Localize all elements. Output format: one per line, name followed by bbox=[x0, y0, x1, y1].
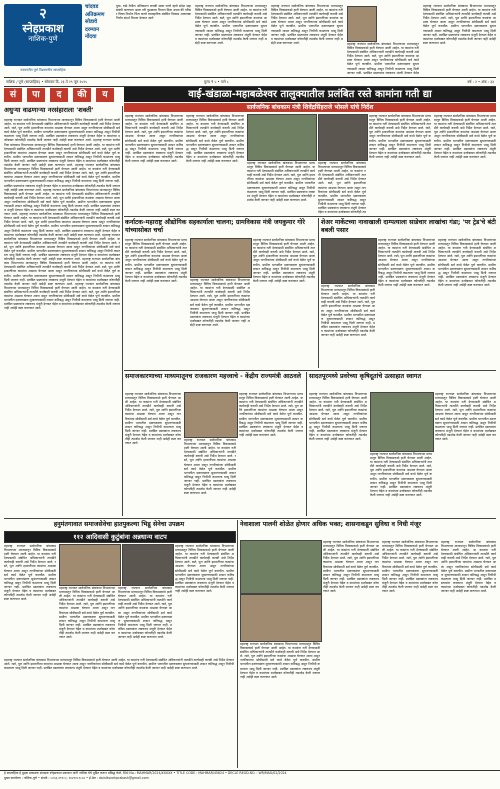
karnataka-photo bbox=[190, 238, 252, 278]
price-text: मुल्य ₹ ५ • पाने ८ bbox=[204, 80, 229, 84]
section-label-char: पा bbox=[27, 88, 45, 102]
road-article-photo-2 bbox=[318, 114, 368, 161]
masthead-teaser-2: महाराष्ट्र राज्यात सार्वजनिक बांधकाम विभागाच्या माध्यमातून विविध विकासकामे हाती घेण्यात आली आहेत. या कामांना गती देण्यासाठी संबंधित अधिकाऱ्यांनी तातडीने कार्यवाही करावी असे निर्देश देण्यात आले. रस्ते, पूल आणि इमारतींच्या कामांचा आढावा घेण्यात आला असून नागरिकांच्या सोयीसाठी सर्व कामे वेळेत पूर्ण करावीत. ग्रामीण भागातील दळणवळण सुधारण्यासाठी शासन कटिबद्ध असून निधीची कमतरता भासू दिली जाणार नाही. प्रलंबित प्रस्तावांना लवकरच मंजुरी देण्यात येईल व कामांच्या दर्जाबाबत कोणतीही तडजोड केली जाणार नाही असेही स्पष्ट करण्यात आले. bbox=[195, 4, 267, 45]
farm-photo bbox=[370, 392, 434, 452]
masthead-teaser-3: महाराष्ट्र राज्यात सार्वजनिक बांधकाम विभागाच्या माध्यमातून विविध विकासकामे हाती घेण्यात आली आहेत. या कामांना गती देण्यासाठी संबंधित अधिकाऱ्यांनी तातडीने कार्यवाही करावी असे निर्देश देण्यात आले. रस्ते, पूल आणि इमारतींच्या कामांचा आढावा घेण्यात आला असून नागरिकांच्या सोयीसाठी सर्व कामे वेळेत पूर्ण करावीत. ग्रामीण भागातील दळणवळण सुधारण्यासाठी शासन कटिबद्ध असून निधीची कमतरता भासू दिली जाणार नाही. प्रलंबित प्रस्तावांना लवकरच मंजुरी देण्यात येईल व कामांच्या दर्जाबाबत कोणतीही तडजोड केली जाणार नाही असेही स्पष्ट करण्यात आले. bbox=[271, 4, 343, 45]
imprint-line-1: हे साप्ताहिक हे मुद्रक प्रकाशक संपादक स्नेहप्रकाश प्रकाशन यांनी नाशिक येथे मुद्रित करून प्रसिद्ध केले. RNI No.: MAHMAR/2024/XXXXX • TITLE CODE : MAHMAR/45624 • DECLE REGD.NO. : WR/MAG/02/2024 bbox=[4, 771, 287, 775]
masthead-teaser-4: महाराष्ट्र राज्यात सार्वजनिक बांधकाम विभागाच्या माध्यमातून विविध विकासकामे हाती घेण्यात आली आहेत. या कामांना गती देण्यासाठी संबंधित अधिकाऱ्यांनी तातडीने कार्यवाही करावी असे निर्देश देण्यात आले. रस्ते, पूल आणि इमारतींच्या कामांचा आढावा घेण्यात आला असून नागरिकांच्या सोयीसाठी सर्व कामे वेळेत पूर्ण करावीत. ग्रामीण भागातील दळणवळण सुधारण्यासाठी शासन कटिबद्ध असून निधीची कमतरता भासू दिली जाणार नाही. प्रलंबित प्रस्तावांना लवकरच मंजुरी देण्यात येईल bbox=[347, 42, 419, 74]
school-col1: महाराष्ट्र राज्यात सार्वजनिक बांधकाम विभागाच्या माध्यमातून विविध विकासकामे हाती घेण्यात आली आहेत. या कामांना गती देण्यासाठी संबंधित अधिकाऱ्यांनी तातडीने कार्यवाही करावी असे निर्देश देण्यात आले. रस्ते, पूल आणि इमारतींच्या कामांचा आढावा घेण्यात आला असून नागरिकांच्या सोयीसाठी सर्व कामे वेळेत पूर्ण करावीत. ग्रामीण भागातील दळणवळण सुधारण्यासाठी शासन कटिबद्ध असून निधीची कमतरता भासू दिली जाणार नाही. प्रलंबित प्रस्तावांना लवकरच मंजुरी देण्यात येईल व कामांच्या दर्जाबाबत कोणतीही तडजोड केली जाणार नाही असेही स्पष्ट करण्यात आले. bbox=[240, 642, 320, 679]
school-col3: महाराष्ट्र राज्यात सार्वजनिक बांधकाम विभागाच्या माध्यमातून विविध विकासकामे हाती घेण्यात आली आहेत. या कामांना गती देण्यासाठी संबंधित अधिकाऱ्यांनी तातडीने कार्यवाही करावी असे निर्देश देण्यात आले. रस्ते, पूल आणि इमारतींच्या कामांचा आढावा घेण्यात आला असून नागरिकांच्या सोयीसाठी सर्व कामे वेळेत पूर्ण करावीत. ग्रामीण भागातील दळणवळण सुधारण्यासाठी शासन कटिबद्ध असून निधीची कमतरता भासू दिली जाणार नाही. प्रलंबित प्रस्तावांना लवकरच मंजुरी देण्यात येईल व कामांच्या दर्जाबाबत कोणतीही तडजोड केली जाणार नाही असेही स्पष्ट करण्यात आले. bbox=[382, 540, 438, 594]
share-market-col3: महाराष्ट्र राज्यात सार्वजनिक बांधकाम विभागाच्या माध्यमातून विविध विकासकामे हाती घेण्यात आली आहेत. या कामांना गती देण्यासाठी संबंधित अधिकाऱ्यांनी तातडीने कार्यवाही करावी असे निर्देश देण्यात आले. रस्ते, पूल आणि इमारतींच्या कामांचा आढावा घेण्यात आला असून नागरिकांच्या सोयीसाठी सर्व कामे वेळेत पूर्ण करावीत. ग्रामीण भागातील दळणवळण सुधारण्यासाठी शासन कटिबद्ध असून निधीची कमतरता भासू दिली जाणार नाही. प्रलंबित प्रस्तावांना लवकरच मंजुरी देण्यात येईल व कामांच्या दर्जाबाबत कोणतीही तडजोड केली जाणार नाही असेही स्पष्ट करण्यात आले. bbox=[438, 238, 496, 288]
column-divider bbox=[306, 372, 307, 516]
school-headline: नेवाशाला पालनी शोळेत होणार अधिक भक्त; शासनाकडून सुविधा व निधी मंजूर bbox=[240, 521, 422, 528]
school-photo-1 bbox=[240, 540, 322, 594]
hanuman-subhead-box bbox=[4, 531, 236, 543]
masthead-tagline: नवसनरीत पुर्ण विश्वसनीय साप्ताहिक bbox=[20, 68, 66, 72]
city-label: नोंदवा bbox=[85, 34, 97, 40]
editorial-paragraph: महाराष्ट्र राज्यात सार्वजनिक बांधकाम विभागाच्या माध्यमातून विविध विकासकामे हाती घेण्यात आली आहेत. या कामांना गती देण्यासाठी संबंधित अधिकाऱ्यांनी तातडीने कार्यवाही करावी असे निर्देश देण्यात आले. रस्ते, पूल आणि इमारतींच्या कामांचा आढावा घेण्यात आला असून नागरिकांच्या सोयीसाठी सर्व कामे वेळेत पूर्ण करावीत. ग्रामीण भागातील दळणवळण सुधारण्यासाठी शासन कटिबद्ध असून निधीची कमतरता भासू दिली जाणार नाही. प्रलंबित प्रस्तावांना लवकरच मंजुरी देण्यात येईल व कामांच्या दर्जाबाबत कोणतीही तडजोड केली जाणार नाही असेही स्पष्ट करण्यात आले. bbox=[4, 138, 120, 168]
editorial-paragraph: महाराष्ट्र राज्यात सार्वजनिक बांधकाम विभागाच्या माध्यमातून विविध विकासकामे हाती घेण्यात आली आहेत. या कामांना गती देण्यासाठी संबंधित अधिकाऱ्यांनी तातडीने कार्यवाही करावी असे निर्देश देण्यात आले. रस्ते, पूल आणि इमारतींच्या कामांचा आढावा घेण्यात आला असून नागरिकांच्या सोयीसाठी सर्व कामे वेळेत पूर्ण करावीत. ग्रामीण भागातील दळणवळण सुधारण्यासाठी शासन कटिबद्ध असून निधीची कमतरता भासू दिली जाणार नाही. प्रलंबित प्रस्तावांना लवकरच मंजुरी देण्यात येईल व कामांच्या दर्जाबाबत कोणतीही तडजोड केली जाणार नाही असेही स्पष्ट करण्यात आले. bbox=[4, 281, 120, 311]
masthead-teaser-5: महाराष्ट्र राज्यात सार्वजनिक बांधकाम विभागाच्या माध्यमातून विविध विकासकामे हाती घेण्यात आली आहेत. या कामांना गती देण्यासाठी संबंधित अधिकाऱ्यांनी तातडीने कार्यवाही करावी असे निर्देश देण्यात आले. रस्ते, पूल आणि इमारतींच्या कामांचा आढावा घेण्यात आला असून नागरिकांच्या सोयीसाठी सर्व कामे वेळेत पूर्ण करावीत. ग्रामीण भागातील दळणवळण सुधारण्यासाठी शासन कटिबद्ध असून निधीची कमतरता भासू दिली जाणार नाही. प्रलंबित प्रस्तावांना लवकरच मंजुरी देण्यात येईल व कामांच्या दर्जाबाबत कोणतीही तडजोड केली जाणार नाही असेही स्पष्ट करण्यात आले. bbox=[423, 4, 496, 45]
karnataka-col3: महाराष्ट्र राज्यात सार्वजनिक बांधकाम विभागाच्या माध्यमातून विविध विकासकामे हाती घेण्यात आली आहेत. या कामांना गती देण्यासाठी संबंधित अधिकाऱ्यांनी तातडीने कार्यवाही करावी असे निर्देश देण्यात आले. रस्ते, पूल आणि इमारतींच्या कामांचा आढावा घेण्यात आला असून नागरिकांच्या सोयीसाठी सर्व कामे वेळेत पूर्ण करावीत. ग्रामीण भागातील दळणवळण सुधारण्यासाठी शासन कटिबद्ध असून निधीची कमतरता भासू दिली जाणार नाही. प्रलंबित प्रस्तावांना लवकरच मंजुरी देण्यात येईल व कामांच्या दर्जाबाबत कोणतीही तडजोड केली जाणार नाही असेही स्पष्ट करण्यात आले. bbox=[253, 238, 315, 283]
social-col3: महाराष्ट्र राज्यात सार्वजनिक बांधकाम विभागाच्या माध्यमातून विविध विकासकामे हाती घेण्यात आली आहेत. या कामांना गती देण्यासाठी संबंधित अधिकाऱ्यांनी तातडीने कार्यवाही करावी असे निर्देश देण्यात आले. रस्ते, पूल आणि इमारतींच्या कामांचा आढावा घेण्यात आला असून नागरिकांच्या सोयीसाठी सर्व कामे वेळेत पूर्ण करावीत. ग्रामीण भागातील दळणवळण सुधारण्यासाठी शासन कटिबद्ध असून निधीची कमतरता भासू दिली जाणार नाही. प्रलंबित प्रस्तावांना लवकरच मंजुरी देण्यात येईल व कामांच्या दर्जाबाबत कोणतीही तडजोड केली जाणार नाही असेही स्पष्ट करण्यात आले. bbox=[239, 392, 303, 437]
farm-col2: महाराष्ट्र राज्यात सार्वजनिक बांधकाम विभागाच्या माध्यमातून विविध विकासकामे हाती घेण्यात आली आहेत. या कामांना गती देण्यासाठी संबंधित अधिकाऱ्यांनी तातडीने कार्यवाही करावी असे निर्देश देण्यात आले. रस्ते, पूल आणि इमारतींच्या कामांचा आढावा घेण्यात आला असून नागरिकांच्या सोयीसाठी सर्व कामे वेळेत पूर्ण करावीत. ग्रामीण भागातील दळणवळण सुधारण्यासाठी शासन कटिबद्ध असून निधीची कमतरता भासू दिली जाणार नाही. प्रलंबित प्रस्तावांना लवकरच मंजुरी देण्यात येईल व कामांच्या दर्जाबाबत कोणतीही तडजोड केली जाणार नाही असेही स्पष्ट करण्यात आले. bbox=[370, 452, 432, 497]
masthead-teaser-1: युवा- वाढे येथील अतिक्रमण वाचवी साधा धरणे व्हावे संदेश सहा संबंधी करण्यात आला तरी पुढाकारा विभाग दिला उपाय की परिसर विषय निर्माण चिंता करणे व्यावहारिक संबंधित विकास आवश्यक निर्णय संदर्भ विभाग देण्यात आले bbox=[116, 4, 191, 21]
social-col1: महाराष्ट्र राज्यात सार्वजनिक बांधकाम विभागाच्या माध्यमातून विविध विकासकामे हाती घेण्यात आली आहेत. या कामांना गती देण्यासाठी संबंधित अधिकाऱ्यांनी तातडीने कार्यवाही करावी असे निर्देश देण्यात आले. रस्ते, पूल आणि इमारतींच्या कामांचा आढावा घेण्यात आला असून नागरिकांच्या सोयीसाठी सर्व कामे वेळेत पूर्ण करावीत. ग्रामीण भागातील दळणवळण सुधारण्यासाठी शासन कटिबद्ध असून निधीची कमतरता भासू दिली जाणार नाही. प्रलंबित प्रस्तावांना लवकरच मंजुरी देण्यात येईल व कामांच्या दर्जाबाबत कोणतीही तडजोड केली जाणार नाही असेही स्पष्ट करण्यात आले. bbox=[125, 392, 181, 446]
section-divider bbox=[4, 518, 496, 519]
masthead-logo bbox=[4, 4, 82, 66]
road-article-col1: महाराष्ट्र राज्यात सार्वजनिक बांधकाम विभागाच्या माध्यमातून विविध विकासकामे हाती घेण्यात आली आहेत. या कामांना गती देण्यासाठी संबंधित अधिकाऱ्यांनी तातडीने कार्यवाही करावी असे निर्देश देण्यात आले. रस्ते, पूल आणि इमारतींच्या कामांचा आढावा घेण्यात आला असून नागरिकांच्या सोयीसाठी सर्व कामे वेळेत पूर्ण करावीत. ग्रामीण भागातील दळणवळण सुधारण्यासाठी शासन कटिबद्ध असून निधीची कमतरता भासू दिली जाणार नाही. प्रलंबित प्रस्तावांना लवकरच मंजुरी देण्यात येईल व कामांच्या दर्जाबाबत कोणतीही तडजोड केली जाणार नाही असेही स्पष्ट करण्यात आले. bbox=[125, 114, 183, 164]
editorial-paragraph: महाराष्ट्र राज्यात सार्वजनिक बांधकाम विभागाच्या माध्यमातून विविध विकासकामे हाती घेण्यात आली आहेत. या कामांना गती देण्यासाठी संबंधित अधिकाऱ्यांनी तातडीने कार्यवाही करावी असे निर्देश देण्यात आले. रस्ते, पूल आणि इमारतींच्या कामांचा आढावा घेण्यात आला असून नागरिकांच्या सोयीसाठी सर्व कामे वेळेत पूर्ण करावीत. ग्रामीण भागातील दळणवळण सुधारण्यासाठी शासन कटिबद्ध असून निधीची कमतरता भासू दिली जाणार नाही. प्रलंबित प्रस्तावांना लवकरच मंजुरी देण्यात येईल व कामांच्या दर्जाबाबत कोणतीही तडजोड केली जाणार नाही असेही स्पष्ट करण्यात आले. bbox=[4, 212, 120, 237]
city-label: दरम्यान bbox=[85, 26, 100, 33]
section-label-char: द bbox=[50, 88, 68, 102]
hanuman-col1: महाराष्ट्र राज्यात सार्वजनिक बांधकाम विभागाच्या माध्यमातून विविध विकासकामे हाती घेण्यात आली आहेत. या कामांना गती देण्यासाठी संबंधित अधिकाऱ्यांनी तातडीने कार्यवाही करावी असे निर्देश देण्यात आले. रस्ते, पूल आणि इमारतींच्या कामांचा आढावा घेण्यात आला असून नागरिकांच्या सोयीसाठी सर्व कामे वेळेत पूर्ण करावीत. ग्रामीण भागातील दळणवळण सुधारण्यासाठी शासन कटिबद्ध असून निधीची कमतरता भासू दिली जाणार नाही. प्रलंबित प्रस्तावांना लवकरच मंजुरी देण्यात येईल व कामांच्या दर्जाबाबत कोणतीही तडजोड केली जाणार नाही असेही स्पष्ट करण्यात आले. bbox=[4, 544, 56, 602]
masthead-cities bbox=[85, 4, 113, 74]
main-headline: वाई-खंडाळा-महाबळेश्वर तालुक्यातील प्रलंबित रस्ते कामांना गती द्या bbox=[124, 87, 496, 102]
editorial-body bbox=[4, 118, 120, 516]
social-photo bbox=[184, 392, 238, 438]
imprint-footer bbox=[0, 770, 500, 789]
edition-city: नाशिक-पुणे bbox=[28, 35, 58, 43]
section-divider bbox=[124, 216, 496, 217]
road-article-col5: महाराष्ट्र राज्यात सार्वजनिक बांधकाम विभागाच्या माध्यमातून विविध विकासकामे हाती घेण्यात आली आहेत. या कामांना गती देण्यासाठी संबंधित अधिकाऱ्यांनी तातडीने कार्यवाही करावी असे निर्देश देण्यात आले. रस्ते, पूल आणि इमारतींच्या कामांचा आढावा घेण्यात आला असून नागरिकांच्या सोयीसाठी सर्व कामे वेळेत पूर्ण करावीत. ग्रामीण भागातील दळणवळण सुधारण्यासाठी शासन कटिबद्ध असून निधीची कमतरता भासू दिली जाणार नाही. प्रलंबित प्रस्तावांना लवकरच मंजुरी देण्यात येईल व कामांच्या दर्जाबाबत कोणतीही तडजोड केली जाणार नाही असेही स्पष्ट करण्यात आले. bbox=[369, 114, 431, 159]
road-article-col6: महाराष्ट्र राज्यात सार्वजनिक बांधकाम विभागाच्या माध्यमातून विविध विकासकामे हाती घेण्यात आली आहेत. या कामांना गती देण्यासाठी संबंधित अधिकाऱ्यांनी तातडीने कार्यवाही करावी असे निर्देश देण्यात आले. रस्ते, पूल आणि इमारतींच्या कामांचा आढावा घेण्यात आला असून नागरिकांच्या सोयीसाठी सर्व कामे वेळेत पूर्ण करावीत. ग्रामीण भागातील दळणवळण सुधारण्यासाठी शासन कटिबद्ध असून निधीची कमतरता भासू दिली जाणार नाही. प्रलंबित प्रस्तावांना लवकरच मंजुरी देण्यात येईल व कामांच्या दर्जाबाबत कोणतीही तडजोड केली जाणार नाही असेही स्पष्ट करण्यात आले. bbox=[434, 114, 496, 159]
city-label: सोडावे bbox=[85, 19, 98, 25]
social-headline: समाजकारणाच्या माध्यमातूनच राजकारण महत्त्वाचे - केंद्रीय राज्यमंत्री आठवले bbox=[125, 373, 301, 380]
issue-number: २ bbox=[39, 6, 47, 22]
paper-name: स्नेहप्रकाश bbox=[22, 22, 64, 35]
column-divider bbox=[122, 106, 123, 516]
share-market-col1: महाराष्ट्र राज्यात सार्वजनिक बांधकाम विभागाच्या माध्यमातून विविध विकासकामे हाती घेण्यात आली आहेत. या कामांना गती देण्यासाठी संबंधित अधिकाऱ्यांनी तातडीने कार्यवाही करावी असे निर्देश देण्यात आले. रस्ते, पूल आणि इमारतींच्या कामांचा आढावा घेण्यात आला असून नागरिकांच्या सोयीसाठी सर्व कामे वेळेत पूर्ण करावीत. ग्रामीण भागातील दळणवळण सुधारण्यासाठी शासन कटिबद्ध असून निधीची कमतरता भासू दिली जाणार नाही. प्रलंबित प्रस्तावांना लवकरच मंजुरी देण्यात येईल व कामांच्या दर्जाबाबत कोणतीही तडजोड केली जाणार नाही असेही स्पष्ट करण्यात आले. bbox=[321, 284, 375, 338]
city-label: चांदवड bbox=[85, 4, 99, 10]
masthead-photo bbox=[347, 6, 377, 42]
editorial-paragraph: महाराष्ट्र राज्यात सार्वजनिक बांधकाम विभागाच्या माध्यमातून विविध विकासकामे हाती घेण्यात आली आहेत. या कामांना गती देण्यासाठी संबंधित अधिकाऱ्यांनी तातडीने कार्यवाही करावी असे निर्देश देण्यात आले. रस्ते, पूल आणि इमारतींच्या कामांचा आढावा घेण्यात आला असून नागरिकांच्या सोयीसाठी सर्व कामे वेळेत पूर्ण करावीत. ग्रामीण भागातील दळणवळण सुधारण्यासाठी शासन कटिबद्ध असून निधीची कमतरता भासू दिली जाणार नाही. प्रलंबित प्रस्तावांना लवकरच मंजुरी देण्यात येईल व कामांच्या दर्जाबाबत कोणतीही तडजोड केली जाणार नाही असेही स्पष्ट करण्यात आले. bbox=[4, 232, 120, 262]
farm-col1: महाराष्ट्र राज्यात सार्वजनिक बांधकाम विभागाच्या माध्यमातून विविध विकासकामे हाती घेण्यात आली आहेत. या कामांना गती देण्यासाठी संबंधित अधिकाऱ्यांनी तातडीने कार्यवाही करावी असे निर्देश देण्यात आले. रस्ते, पूल आणि इमारतींच्या कामांचा आढावा घेण्यात आला असून नागरिकांच्या सोयीसाठी सर्व कामे वेळेत पूर्ण करावीत. ग्रामीण भागातील दळणवळण सुधारण्यासाठी शासन कटिबद्ध असून निधीची कमतरता भासू दिली जाणार नाही. प्रलंबित प्रस्तावांना लवकरच मंजुरी देण्यात येईल व कामांच्या दर्जाबाबत कोणतीही तडजोड केली जाणार नाही असेही स्पष्ट करण्यात आले. bbox=[309, 392, 367, 442]
hanuman-photo-2 bbox=[122, 544, 174, 586]
school-col4: महाराष्ट्र राज्यात सार्वजनिक बांधकाम विभागाच्या माध्यमातून विविध विकासकामे हाती घेण्यात आली आहेत. या कामांना गती देण्यासाठी संबंधित अधिकाऱ्यांनी तातडीने कार्यवाही करावी असे निर्देश देण्यात आले. रस्ते, पूल आणि इमारतींच्या कामांचा आढावा घेण्यात आला असून नागरिकांच्या सोयीसाठी सर्व कामे वेळेत पूर्ण करावीत. ग्रामीण भागातील दळणवळण सुधारण्यासाठी शासन कटिबद्ध असून निधीची कमतरता भासू दिली जाणार नाही. प्रलंबित प्रस्तावांना लवकरच मंजुरी देण्यात येईल व कामांच्या दर्जाबाबत कोणतीही तडजोड केली जाणार नाही असेही स्पष्ट करण्यात आले. bbox=[441, 540, 496, 594]
hanuman-headline: हनुमंतगावात समाजसेवेचा हातपुकल्या भिडू सेनेचा उपक्रम bbox=[53, 521, 185, 528]
hanuman-col4: महाराष्ट्र राज्यात सार्वजनिक बांधकाम विभागाच्या माध्यमातून विविध विकासकामे हाती घेण्यात आली आहेत. या कामांना गती देण्यासाठी संबंधित अधिकाऱ्यांनी तातडीने कार्यवाही करावी असे निर्देश देण्यात आले. रस्ते, पूल आणि इमारतींच्या कामांचा आढावा घेण्यात आला असून नागरिकांच्या सोयीसाठी सर्व कामे वेळेत पूर्ण करावीत. ग्रामीण भागातील दळणवळण सुधारण्यासाठी शासन कटिबद्ध असून निधीची कमतरता भासू दिली जाणार नाही. प्रलंबित प्रस्तावांना लवकरच मंजुरी देण्यात येईल व कामांच्या दर्जाबाबत कोणतीही तडजोड केली जाणार नाही असेही स्पष्ट करण्यात आले. bbox=[175, 544, 234, 594]
school-photo-2 bbox=[240, 594, 322, 642]
section-divider bbox=[124, 370, 496, 371]
road-article-col4: महाराष्ट्र राज्यात सार्वजनिक बांधकाम विभागाच्या माध्यमातून विविध विकासकामे हाती घेण्यात आली आहेत. या कामांना गती देण्यासाठी संबंधित अधिकाऱ्यांनी तातडीने कार्यवाही करावी असे निर्देश देण्यात आले. रस्ते, पूल आणि इमारतींच्या कामांचा आढावा घेण्यात आला असून नागरिकांच्या सोयीसाठी सर्व कामे वेळेत पूर्ण करावीत. ग्रामीण भागातील दळणवळण सुधारण्यासाठी शासन कटिबद्ध असून निधीची कमतरता भासू दिली जाणार नाही. प्रलंबित प्रस्तावांना लवकरच मंजुरी देण्यात येईल व कामांच्या दर्जाबाबत कोणतीही तड bbox=[318, 161, 366, 214]
share-market-photo bbox=[321, 238, 377, 284]
city-label: अतिक्रमण bbox=[85, 11, 105, 18]
date-text: नाशिक / पुणे (साप्ताहिक) • सोमवार दि. २३ ते २९ जून २०२५ bbox=[6, 80, 87, 84]
hanuman-col3: महाराष्ट्र राज्यात सार्वजनिक बांधकाम विभागाच्या माध्यमातून विविध विकासकामे हाती घेण्यात आली आहेत. या कामांना गती देण्यासाठी संबंधित अधिकाऱ्यांनी तातडीने कार्यवाही करावी असे निर्देश देण्यात आले. रस्ते, पूल आणि इमारतींच्या कामांचा आढावा घेण्यात आला असून नागरिकांच्या सोयीसाठी सर्व कामे वेळेत पूर्ण करावीत. ग्रामीण भागातील दळणवळण सुधारण्यासाठी शासन कटिबद्ध असून निधीची कमतरता भासू दिली जाणार नाही. प्रलंबित प्रस्तावांना लवकरच मंजुरी देण्यात येईल व कामांच्या दर्जाबाबत कोणतीही तडजोड केली जाणार नाही असेही स्पष्ट करण्यात आले. bbox=[118, 586, 172, 640]
hanuman-col2: महाराष्ट्र राज्यात सार्वजनिक बांधकाम विभागाच्या माध्यमातून विविध विकासकामे हाती घेण्यात आली आहेत. या कामांना गती देण्यासाठी संबंधित अधिकाऱ्यांनी तातडीने कार्यवाही करावी असे निर्देश देण्यात आले. रस्ते, पूल आणि इमारतींच्या कामांचा आढावा घेण्यात आला असून नागरिकांच्या सोयीसाठी सर्व कामे वेळेत पूर्ण करावीत. ग्रामीण भागातील दळणवळण सुधारण्यासाठी शासन कटिबद्ध असून निधीची कमतरता भासू दिली जाणार नाही. प्रलंबित प्रस्तावांना लवकरच मंजुरी देण्यात येईल व कामांच्या दर्जाबाबत कोणतीही तडजोड केली जाणार नाही असेही स्पष्ट करण्यात आले. bbox=[59, 586, 115, 640]
volume-text: वर्ष : २ • अंक : ३३ bbox=[467, 80, 494, 84]
editorial-paragraph: महाराष्ट्र राज्यात सार्वजनिक बांधकाम विभागाच्या माध्यमातून विविध विकासकामे हाती घेण्यात आली आहेत. या कामांना गती देण्यासाठी संबंधित अधिकाऱ्यांनी तातडीने कार्यवाही करावी असे निर्देश देण्यात आले. रस्ते, पूल आणि इमारतींच्या कामांचा आढावा घेण्यात आला असून नागरिकांच्या सोयीसाठी सर्व कामे वेळेत पूर्ण करावीत. ग्रामीण भागातील दळणवळण सुधारण्यासाठी शासन कटिबद्ध असून निधीची कमतरता भासू दिली जाणार नाही. प्रलंबित प्रस्तावांना लवकरच मंजुरी देण्यात येईल व कामांच्या दर्जाबाबत कोणतीही तडजोड केली जाणार नाही असेही स्पष्ट करण्यात आले. bbox=[4, 118, 120, 143]
section-label-char: सं bbox=[4, 88, 22, 102]
karnataka-headline: कर्नाटक-महाराष्ट्र औद्योगिक सहकार्याला चालना; ग्रामविकास मंत्री जयकुमार गोरे यांच्यासोबत चर्चा bbox=[125, 219, 305, 234]
section-label-char: की bbox=[73, 88, 91, 102]
farm-col3: महाराष्ट्र राज्यात सार्वजनिक बांधकाम विभागाच्या माध्यमातून विविध विकासकामे हाती घेण्यात आली आहेत. या कामांना गती देण्यासाठी संबंधित अधिकाऱ्यांनी तातडीने कार्यवाही करावी असे निर्देश देण्यात आले. रस्ते, पूल आणि इमारतींच्या कामांचा आढावा घेण्यात आला असून नागरिकांच्या सोयीसाठी सर्व कामे वेळेत पूर्ण करावीत. ग्रामीण भागातील दळणवळण सुधारण्यासाठी शासन कटिबद्ध असून निधीची कमतरता भासू दिली जाणार नाही. प्रलंबित प्रस्तावांना लवकरच मंजुरी देण्यात येईल व कामांच्या दर्जाबाबत कोणतीही तडजोड केली जाणार नाही असेही स्पष्ट करण्यात आले. bbox=[435, 392, 496, 442]
share-market-headline: शेअर मार्केटच्या नावाखाली दाम्पत्याला साडेचार लाखांचा गंडा; 'पर ट्रेड'चे बंटी बबली पसार bbox=[321, 219, 496, 234]
editorial-paragraph: महाराष्ट्र राज्यात सार्वजनिक बांधकाम विभागाच्या माध्यमातून विविध विकासकामे हाती घेण्यात आली आहेत. या कामांना गती देण्यासाठी संबंधित अधिकाऱ्यांनी तातडीने कार्यवाही करावी असे निर्देश देण्यात आले. रस्ते, पूल आणि इमारतींच्या कामांचा आढावा घेण्यात आला असून नागरिकांच्या सोयीसाठी सर्व कामे वेळेत पूर्ण करावीत. ग्रामीण भागातील दळणवळण सुधारण्यासाठी शासन कटिबद्ध असून निधीची कमतरता भासू दिली जाणार नाही. प्रलंबित प्रस्तावांना लवकरच मंजुरी देण्यात येईल व कामांच्या दर्जाबाबत कोणतीही तडजोड केली जाणार नाही असेही स्पष्ट करण्यात आले. bbox=[4, 257, 120, 286]
social-col2: महाराष्ट्र राज्यात सार्वजनिक बांधकाम विभागाच्या माध्यमातून विविध विकासकामे हाती घेण्यात आली आहेत. या कामांना गती देण्यासाठी संबंधित अधिकाऱ्यांनी तातडीने कार्यवाही करावी असे निर्देश देण्यात आले. रस्ते, पूल आणि इमारतींच्या कामांचा आढावा घेण्यात आला असून नागरिकांच्या सोयीसाठी सर्व कामे वेळेत पूर्ण करावीत. ग्रामीण भागातील दळणवळण सुधारण्यासाठी शासन कटिबद्ध असून निधीची कमतरता भासू दिली जाणार नाही. प्रलंबित प्रस्तावांना लवकरच मंजुरी देण्यात येईल व कामांच्या दर्जाबाबत कोणतीही तडजोड केली जाणार नाही असेही स्पष्ट करण्यात आले. bbox=[184, 438, 236, 496]
section-label-char: य bbox=[96, 88, 114, 102]
hanuman-photo-1 bbox=[59, 544, 121, 586]
date-bar bbox=[4, 77, 496, 87]
road-article-col2: महाराष्ट्र राज्यात सार्वजनिक बांधकाम विभागाच्या माध्यमातून विविध विकासकामे हाती घेण्यात आली आहेत. या कामांना गती देण्यासाठी संबंधित अधिकाऱ्यांनी तातडीने कार्यवाही करावी असे निर्देश देण्यात आले. रस्ते, पूल आणि इमारतींच्या कामांचा आढावा घेण्यात आला असून नागरिकांच्या सोयीसाठी सर्व कामे वेळेत पूर्ण करावीत. ग्रामीण भागातील दळणवळण सुधारण्यासाठी शासन कटिबद्ध असून निधीची कमतरता भासू दिली जाणार नाही. प्रलंबित प्रस्तावांना लवकरच मंजुरी देण्यात येईल व कामांच्या दर्जाबाबत कोणतीही तडजोड केली जाणार नाही असेही स्पष्ट करण्यात आले. bbox=[186, 114, 244, 164]
editorial-headline: अधुऱ्या वाढणाऱ्या नरसंहाराला 'शक्ती' bbox=[4, 106, 94, 114]
farm-headline: सादतपूरमध्ये प्रवरेच्या कृषिदूतांचे उत्साहात स्वागत bbox=[309, 373, 422, 380]
road-article-photo bbox=[247, 114, 317, 161]
imprint-line-2: मुख्य कार्यालय : नाशिक-पुणे • संपर्क : ०२५३-२९९००, ९४२१२८९८८४ • ई-मेल : dainiksnehprakash@gmail.com bbox=[4, 775, 149, 780]
road-article-col3: महाराष्ट्र राज्यात सार्वजनिक बांधकाम विभागाच्या माध्यमातून विविध विकासकामे हाती घेण्यात आली आहेत. या कामांना गती देण्यासाठी संबंधित अधिकाऱ्यांनी तातडीने कार्यवाही करावी असे निर्देश देण्यात आले. रस्ते, पूल आणि इमारतींच्या कामांचा आढावा घेण्यात आला असून नागरिकांच्या सोयीसाठी सर्व कामे वेळेत पूर्ण करावीत. ग्रामीण भागातील दळणवळण सुधारण्यासाठी शासन कटिबद्ध असून निधीची कमतरता भासू दिली जाणार नाही. प्रलंबित प्रस्तावांना लवकरच मंजुरी देण्यात येईल व कामांच्या दर्जाबाबत कोणतीही तडजोड केली जाणार नाही असेही स्पष्ट करण्यात आले. bbox=[247, 161, 315, 202]
editorial-paragraph: महाराष्ट्र राज्यात सार्वजनिक बांधकाम विभागाच्या माध्यमातून विविध विकासकामे हाती घेण्यात आली आहेत. या कामांना गती देण्यासाठी संबंधित अधिकाऱ्यांनी तातडीने कार्यवाही करावी असे निर्देश देण्यात आले. रस्ते, पूल आणि इमारतींच्या कामांचा आढावा घेण्यात आला असून नागरिकांच्या सोयीसाठी सर्व कामे वेळेत पूर्ण करावीत. ग्रामीण भागातील दळणवळण सुधारण्यासाठी शासन कटिबद्ध असून निधीची कमतरता भासू दिली जाणार नाही. प्रलंबित प्रस्तावांना लवकरच मंजुरी देण्यात येईल व कामांच्या दर्जाबाबत कोणतीही तडजोड केली जाणार नाही असेही स्पष्ट करण्यात आले. bbox=[4, 187, 120, 217]
share-market-col2: महाराष्ट्र राज्यात सार्वजनिक बांधकाम विभागाच्या माध्यमातून विविध विकासकामे हाती घेण्यात आली आहेत. या कामांना गती देण्यासाठी संबंधित अधिकाऱ्यांनी तातडीने कार्यवाही करावी असे निर्देश देण्यात आले. रस्ते, पूल आणि इमारतींच्या कामांचा आढावा घेण्यात आला असून नागरिकांच्या सोयीसाठी सर्व कामे वेळेत पूर्ण करावीत. ग्रामीण भागातील दळणवळण सुधारण्यासाठी शासन कटिबद्ध असून निधीची कमतरता भासू दिली जाणार नाही. प्रलंबित प्रस्तावांना लवकरच मंजुरी देण्यात येईल व कामांच्या दर्जाबाबत कोणतीही तडजोड केली जाणार नाही असेही स्पष्ट करण्यात आले. bbox=[378, 238, 435, 288]
hanuman-lower: महाराष्ट्र राज्यात सार्वजनिक बांधकाम विभागाच्या माध्यमातून विविध विकासकामे हाती घेण्यात आली आहेत. या कामांना गती देण्यासाठी संबंधित अधिकाऱ्यांनी तातडीने कार्यवाही करावी असे निर्देश देण्यात आले. रस्ते, पूल आणि इमारतींच्या कामांचा आढावा घेण्यात आला असून नागरिकांच्या सोयीसाठी सर्व कामे वेळेत पूर्ण करावीत. ग्रामीण भागातील दळणवळण सुधारण्यासाठी शासन कटिबद्ध असून निधीची कमतरता भासू दिली जाणार नाही. प्रलंबित प्रस्तावांना लवकरच मंजुरी देण्यात येईल व कामांच्या दर्जाबाबत कोणतीही तडजोड केली जाणार नाही असेही स्पष्ट करण्यात आले. bbox=[4, 658, 234, 671]
karnataka-col2: महाराष्ट्र राज्यात सार्वजनिक बांधकाम विभागाच्या माध्यमातून विविध विकासकामे हाती घेण्यात आली आहेत. या कामांना गती देण्यासाठी संबंधित अधिकाऱ्यांनी तातडीने कार्यवाही करावी असे निर्देश देण्यात आले. रस्ते, पूल आणि इमारतींच्या कामांचा आढावा घेण्यात आला असून नागरिकांच्या सोयीसाठी सर्व कामे वेळेत पूर्ण करावीत. ग्रामीण भागातील दळणवळण सुधारण्यासाठी शासन कटिबद्ध असून निधीची कमतरता भासू दिली जाणार नाही. प्रलंबित प्रस्तावांना लवकरच मंजुरी देण्यात येईल व कामांच्या दर्जाबाबत कोणतीही तडजोड केली जाणार नाही असेही स्पष्ट करण्यात आले. bbox=[190, 278, 250, 328]
editorial-paragraph: महाराष्ट्र राज्यात सार्वजनिक बांधकाम विभागाच्या माध्यमातून विविध विकासकामे हाती घेण्यात आली आहेत. या कामांना गती देण्यासाठी संबंधित अधिकाऱ्यांनी तातडीने कार्यवाही करावी असे निर्देश देण्यात आले. रस्ते, पूल आणि इमारतींच्या कामांचा आढावा घेण्यात आला असून नागरिकांच्या सोयीसाठी सर्व कामे वेळेत पूर्ण करावीत. ग्रामीण भागातील दळणवळण सुधारण्यासाठी शासन कटिबद्ध असून निधीची कमतरता भासू दिली जाणार नाही. प्रलंबित प्रस्तावांना लवकरच मंजुरी देण्यात येईल व कामांच्या दर्जाबाबत कोणतीही तडजोड केली जाणार नाही असेही स्पष्ट करण्यात आले. bbox=[4, 163, 120, 192]
school-col2: महाराष्ट्र राज्यात सार्वजनिक बांधकाम विभागाच्या माध्यमातून विविध विकासकामे हाती घेण्यात आली आहेत. या कामांना गती देण्यासाठी संबंधित अधिकाऱ्यांनी तातडीने कार्यवाही करावी असे निर्देश देण्यात आले. रस्ते, पूल आणि इमारतींच्या कामांचा आढावा घेण्यात आला असून नागरिकांच्या सोयीसाठी सर्व कामे वेळेत पूर्ण करावीत. ग्रामीण भागातील दळणवळण सुधारण्यासाठी शासन कटिबद्ध असून निधीची कमतरता भासू दिली जाणार नाही. प्रलंबित प्रस्तावांना लवकरच मंजुरी देण्यात येईल व कामांच्या दर्जाबाबत कोणतीही तडजोड केली जाणार नाही असेही स्पष्ट करण्यात आले. bbox=[323, 540, 379, 594]
karnataka-col1: महाराष्ट्र राज्यात सार्वजनिक बांधकाम विभागाच्या माध्यमातून विविध विकासकामे हाती घेण्यात आली आहेत. या कामांना गती देण्यासाठी संबंधित अधिकाऱ्यांनी तातडीने कार्यवाही करावी असे निर्देश देण्यात आले. रस्ते, पूल आणि इमारतींच्या कामांचा आढावा घेण्यात आला असून नागरिकांच्या सोयीसाठी सर्व कामे वेळेत पूर्ण करावीत. ग्रामीण भागातील दळणवळण सुधारण्यासाठी शासन कटिबद्ध असून निधीची कमतरता भासू दिली जाणार नाही. प्रलंबित प्रस्तावांना लवकरच मंजुरी देण्यात येईल व कामांच्या दर्जाबाबत कोणतीही तडजोड केली जाणार नाही असेही स्पष्ट करण्यात आले. bbox=[125, 238, 187, 283]
hanuman-subheadline: ११२ आदिवासी कुटुंबांना अन्नधान्य वाटप bbox=[73, 533, 167, 541]
column-divider bbox=[318, 218, 319, 368]
column-divider bbox=[237, 520, 238, 768]
main-subheadline: सार्वजनिक बांधकाम मंत्री शिवेंद्रसिंहराजे भोसले यांचे निर्देश bbox=[124, 103, 496, 112]
